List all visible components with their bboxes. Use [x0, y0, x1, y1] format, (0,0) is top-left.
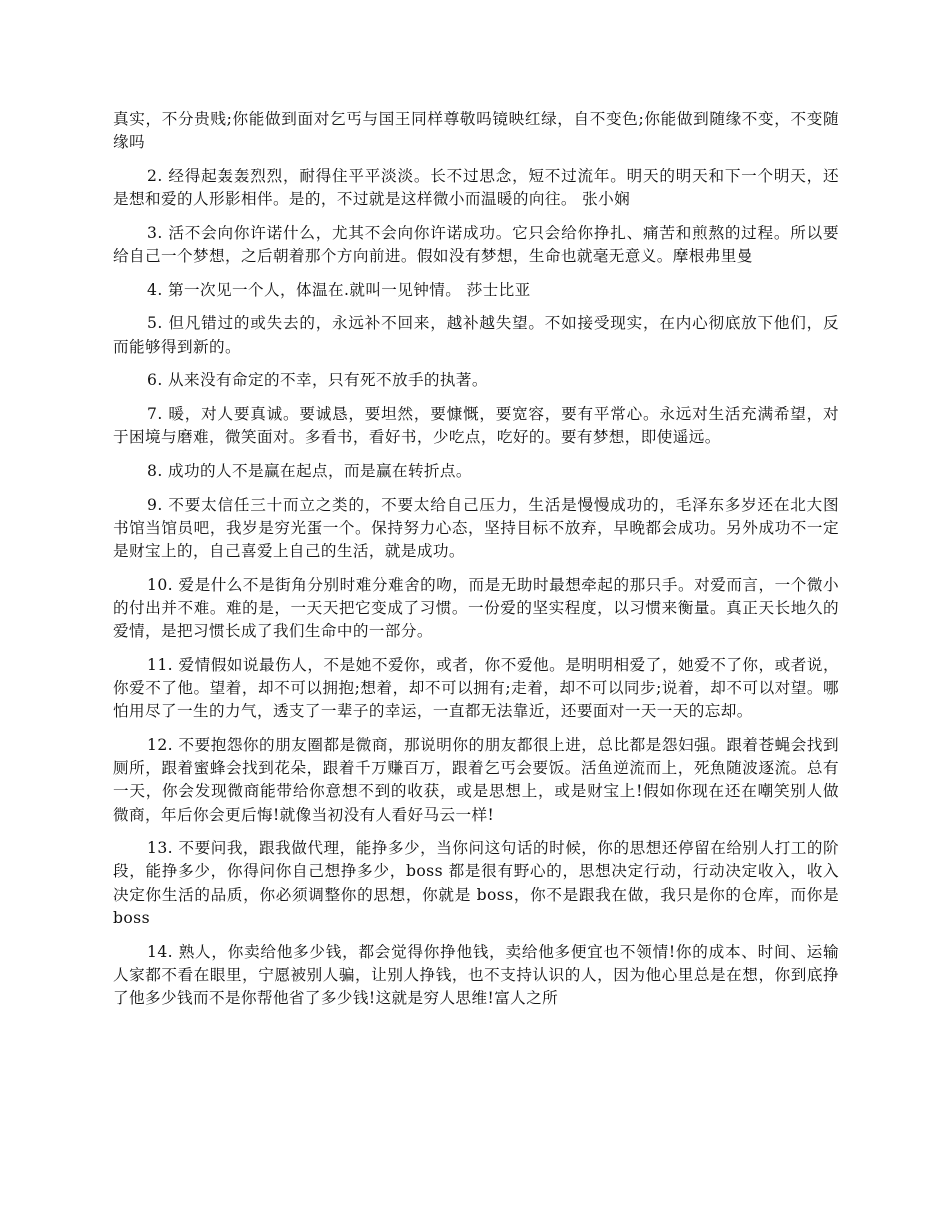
paragraph-5: 5. 但凡错过的或失去的，永远补不回来，越补越失望。不如接受现实，在内心彻底放下他们，反而能够得到新的。 [113, 314, 839, 356]
paragraph-3: 3. 活不会向你许诺什么，尤其不会向你许诺成功。它只会给你挣扎、痛苦和煎熬的过程。所以要给自己一个梦想，之后朝着那个方向前进。假如没有梦想，生命也就毫无意义。摩根弗里曼 [113, 223, 839, 266]
paragraph-11: 11. 爱情假如说最伤人，不是她不爱你，或者，你不爱他。是明明相爱了，她爱不了你，或者说，你爱不了他。望着，却不可以拥抱;想着，却不可以拥有;走着，却不可以同步;说着，却不可以对望。哪怕用尽了一生的力气，透支了一辈子的幸运，一直都无法靠近，还要面对一天一天的忘却。 [113, 655, 839, 721]
paragraph-8: 8. 成功的人不是赢在起点，而是赢在转折点。 [147, 461, 472, 480]
paragraph-2: 2. 经得起轰轰烈烈，耐得住平平淡淡。长不过思念，短不过流年。明天的明天和下一个明天，还是想和爱的人形影相伴。是的，不过就是这样微小而温暖的向往。 张小娴 [113, 166, 839, 209]
paragraph-10: 10. 爱是什么不是街角分别时难分难舍的吻，而是无助时最想牵起的那只手。对爱而言，一个微小的付出并不难。难的是，一天天把它变成了习惯。一份爱的坚实程度，以习惯来衡量。真正天长地久的爱情，是把习惯长成了我们生命中的一部分。 [113, 575, 839, 641]
paragraph-9: 9. 不要太信任三十而立之类的，不要太给自己压力，生活是慢慢成功的，毛泽东多岁还在北大图书馆当馆员吧，我岁是穷光蛋一个。保持努力心态，坚持目标不放弃，早晚都会成功。另外成功不一定是财宝上的，自己喜爱上自己的生活，就是成功。 [113, 495, 839, 561]
paragraph-14: 14. 熟人，你卖给他多少钱，都会觉得你挣他钱，卖给他多便宜也不领情!你的成本、时间、运输人家都不看在眼里，宁愿被别人骗，让别人挣钱，也不支持认识的人，因为他心里总是在想，你到底挣了他多少钱而不是你帮他省了多少钱!这就是穷人思维!富人之所 [113, 942, 839, 1007]
paragraph-6: 6. 从来没有命定的不幸，只有死不放手的执著。 [147, 371, 488, 390]
paragraph-intro: 真实，不分贵贱;你能做到面对乞丐与国王同样尊敬吗镜映红绿，自不变色;你能做到随缘不变，不变随缘吗 [113, 110, 839, 152]
paragraph-4: 4. 第一次见一个人，体温在.就叫一见钟情。 莎士比亚 [147, 280, 531, 299]
paragraph-7: 7. 暖，对人要真诚。要诚恳，要坦然，要慷慨，要宽容，要有平常心。永远对生活充满希望，对于困境与磨难，微笑面对。多看书，看好书，少吃点，吃好的。要有梦想，即使遥远。 [113, 405, 839, 447]
paragraph-12: 12. 不要抱怨你的朋友圈都是微商，那说明你的朋友都很上进，总比都是怨妇强。跟着苍蝇会找到厕所，跟着蜜蜂会找到花朵，跟着千万赚百万，跟着乞丐会要饭。活鱼逆流而上，死魚随波逐流。总有一天，你会发现微商能带给你意想不到的收获，或是思想上，或是财宝上!假如你现在还在嘲笑别人做微商，年后你会更后悔!就像当初没有人看好马云一样! [113, 735, 839, 824]
document-body [113, 108, 839, 1021]
paragraph-13: 13. 不要问我，跟我做代理，能挣多少，当你问这句话的时候，你的思想还停留在给别人打工的阶段，能挣多少，你得问你自己想挣多少，boss 都是很有野心的，思想决定行动，行动决定收入，收入决定你生活的品质，你必须调整你的思想，你就是 boss，你不是跟我在做，我只是你的仓库，而你是 boss [113, 839, 839, 927]
